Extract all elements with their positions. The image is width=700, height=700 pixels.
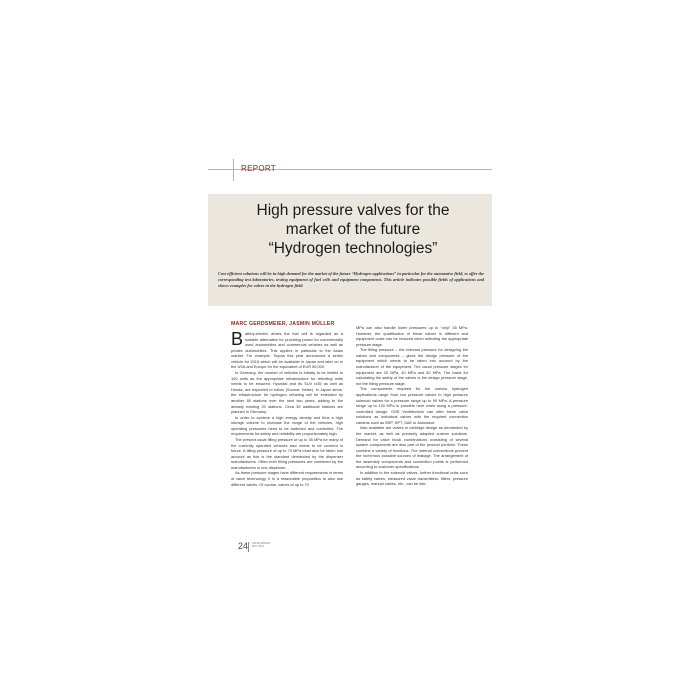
paragraph: Battery-electric drives the fuel cell is regarded as a suitable alternative for providing power for commercially used automobiles and commercial vehicles as well as private automobiles. This applies in particular to the Asian market. For example, Toyota this year announced a series vehicle for 2015 which will be available in Japan and later on in the USA and Europe for the equivalent of EUR 50,000. <box>231 329 343 370</box>
title-box <box>208 194 492 306</box>
title-line: “Hydrogen technologies” <box>268 240 438 257</box>
footer-divider <box>248 542 249 552</box>
paragraph: MPa can also handle lower pressures up to “only” 35 MPa. However, the qualification of these valves is different and equipment costs can be reduced when selecting the appropriate pressure stage. <box>356 325 468 347</box>
article-title <box>220 201 486 258</box>
paragraph: In Germany, the number of vehicles is initially to be limited to 100 units as the appropriate infrastructure for refueling units needs to be ensured. Hyundai and its SUV ix35 as well as Honda, are expected to follow (Source: Heise). In Japan alone, the infrastructure for hydrogen refueling will be extended by another 80 stations over the next two years, adding to the already existing 20 stations. Circa 35 additional stations are planned in Germany. <box>231 370 343 415</box>
title-line: High pressure valves for the <box>256 202 450 219</box>
section-label: REPORT <box>241 164 276 173</box>
page-number: 24 <box>238 541 249 551</box>
body-column-2 <box>356 325 468 487</box>
paragraph: Also available are valves in cartridge design as demanded by the market, as well as precisely adapted custom solutions. Demand for valve block combinations consisting of several system components are also part of the product portfolio. These combine a variety of functions. The internal connections prevent the numerous possible sources of leakage. The arrangement of the assembly components and connection points is performed according to customer specifications. <box>356 425 468 470</box>
author-byline: MARC GERDSMEIER, JASMIN MÜLLER <box>231 321 335 327</box>
paragraph: In order to achieve a high energy density and thus a high storage volume to increase the range of the vehicles, high operating pressures need to be switched and controlled. The requirements for safety and reliability are proportionately high. <box>231 414 343 437</box>
drop-cap: B <box>231 329 244 349</box>
paragraph: The components required for the various hydrogen applications range from low pressure valves to high pressure solenoid valves for a pressure range up to 90 MPa. A pressure range up to 120 MPa is possible here when using a pressure-controlled design. GSR Ventiltechnik can offer these valve solutions as individual valves with the required connection variants such as BSP, NPT, SAE or Autoclave. <box>356 386 468 425</box>
body-column-1 <box>231 331 343 487</box>
title-line: market of the future <box>285 221 421 238</box>
paragraph: In addition to the solenoid valves, further functional units such as safety valves, measured value transmitters, filters, pressure gauges, manual valves, etc., can be inte- <box>356 470 468 487</box>
paragraph: As these pressure stages have different requirements in terms of valve technology, it is a reasonable proposition to also use different valves. Of course, valves of up to 70 <box>231 470 343 487</box>
header-tick <box>233 159 234 181</box>
article-page <box>208 153 492 553</box>
footer-line: VALVE WORLD <box>252 542 271 545</box>
footer-line: MAY 2014 <box>252 545 264 549</box>
footer-publication <box>252 542 292 548</box>
paragraph: The filling pressure – the relevant pressure for designing the valves and components – gives the design pressure of the equipment which needs to be taken into account by the manufacturer of the equipment. The usual pressure stages for equipment are 20 MPa, 40 MPa and 82 MPa. The basis for calculating the safety of the valves is the design pressure stage, not the filling pressure stage. <box>356 347 468 386</box>
paragraph: The present usual filling pressure of up to 35 MPa for many of the currently operated vehicles also needs to be covered in future. A filling pressure of up to 70 MPa must also be taken into account as this is the standard demanded by the dispenser manufacturers. Often both filling pressures are combined by the manufacturers in one dispenser. <box>231 436 343 470</box>
article-lead: Cost-efficient solutions will be in high demand for the market of the future “Hydrogen applications” in particular for the automotive field, to offer the corresponding test laboratories, testing equipment of fuel cells and equipment components. This article indicates possible fields of applications and shows examples for valves in the hydrogen field. <box>218 271 484 289</box>
